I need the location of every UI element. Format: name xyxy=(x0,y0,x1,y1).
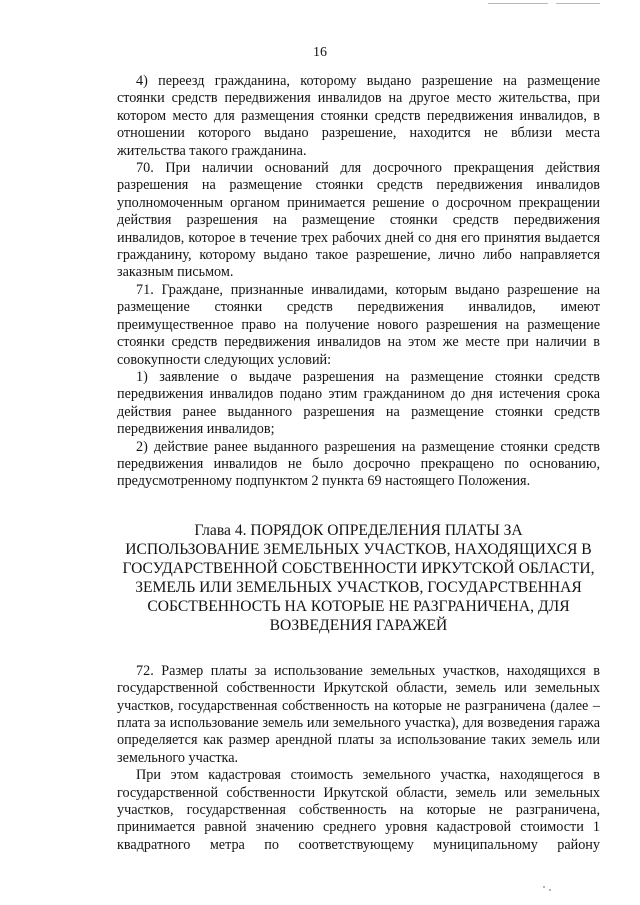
paragraph-cadastral-value: При этом кадастровая стоимость земельного участка, находящегося в государственной собственности Иркутской области, земель или земельных участков, государственная собственность на которые не разграничена, принимается равной значению среднего уровня кадастровой стоимости 1 квадратного метра по соответствующему муниципальному району xyxy=(117,767,600,853)
scan-artifact-line xyxy=(488,3,548,4)
chapter-heading-line: ВОЗВЕДЕНИЯ ГАРАЖЕЙ xyxy=(269,616,448,634)
scan-artifact-dot xyxy=(549,889,551,891)
paragraph-71: 71. Граждане, признанные инвалидами, которым выдано разрешение на размещение стоянки средств передвижения инвалидов, имеют преимущественное право на получение нового разрешения на размещение стоянки средств передвижения инвалидов на этом же месте при наличии в совокупности следующих условий: xyxy=(117,281,600,368)
chapter-heading-line: СОБСТВЕННОСТЬ НА КОТОРЫЕ НЕ РАЗГРАНИЧЕНА, ДЛЯ xyxy=(147,597,570,615)
scan-artifact-line xyxy=(556,3,600,4)
paragraph-condition-2: 2) действие ранее выданного разрешения на размещение стоянки средств передвижения инвалидов не было досрочно прекращено по основанию, предусмотренному подпунктом 2 пункта 69 настоящего Положения. xyxy=(117,438,600,490)
paragraph-condition-1: 1) заявление о выдаче разрешения на размещение стоянки средств передвижения инвалидов подано этим гражданином до дня истечения срока действия ранее выданного разрешения на размещение стоянки средств передвижения инвалидов; xyxy=(117,368,600,438)
paragraph-72: 72. Размер платы за использование земельных участков, находящихся в государственной собственности Иркутской области, земель или земельных участков, государственная собственность на которые не разграничена (далее – плата за использование земель или земельного участка), для возведения гаража определяется как размер арендной платы за использование таких земель или земельного участка. xyxy=(117,662,600,766)
paragraph-70: 70. При наличии оснований для досрочного прекращения действия разрешения на размещение стоянки средств передвижения инвалидов уполномоченным органом принимается решение о досрочном прекращении действия разрешения на размещение стоянки средств передвижения инвалидов, которое в течение трех рабочих дней со дня его принятия выдается гражданину, которому выдано такое разрешение, лично либо направляется заказным письмом. xyxy=(117,160,600,281)
page-number: 16 xyxy=(313,45,327,60)
chapter-heading xyxy=(117,521,600,635)
chapter-heading-line: Глава 4. ПОРЯДОК ОПРЕДЕЛЕНИЯ ПЛАТЫ ЗА xyxy=(194,521,523,539)
chapter-heading-line: ИСПОЛЬЗОВАНИЕ ЗЕМЕЛЬНЫХ УЧАСТКОВ, НАХОДЯЩИХСЯ В xyxy=(125,540,592,558)
chapter-heading-line: ГОСУДАРСТВЕННОЙ СОБСТВЕННОСТИ ИРКУТСКОЙ ОБЛАСТИ, xyxy=(122,559,595,577)
document-body xyxy=(117,73,600,854)
paragraph-item-4: 4) переезд гражданина, которому выдано разрешение на размещение стоянки средств передвижения инвалидов на другое место жительства, при котором место для размещения стоянки средств передвижения инвалидов, в отношении которого выдано разрешение, находится не вблизи места жительства такого гражданина. xyxy=(117,73,600,159)
chapter-heading-line: ЗЕМЕЛЬ ИЛИ ЗЕМЕЛЬНЫХ УЧАСТКОВ, ГОСУДАРСТВЕННАЯ xyxy=(135,578,582,596)
scan-artifact-dot xyxy=(543,886,545,888)
